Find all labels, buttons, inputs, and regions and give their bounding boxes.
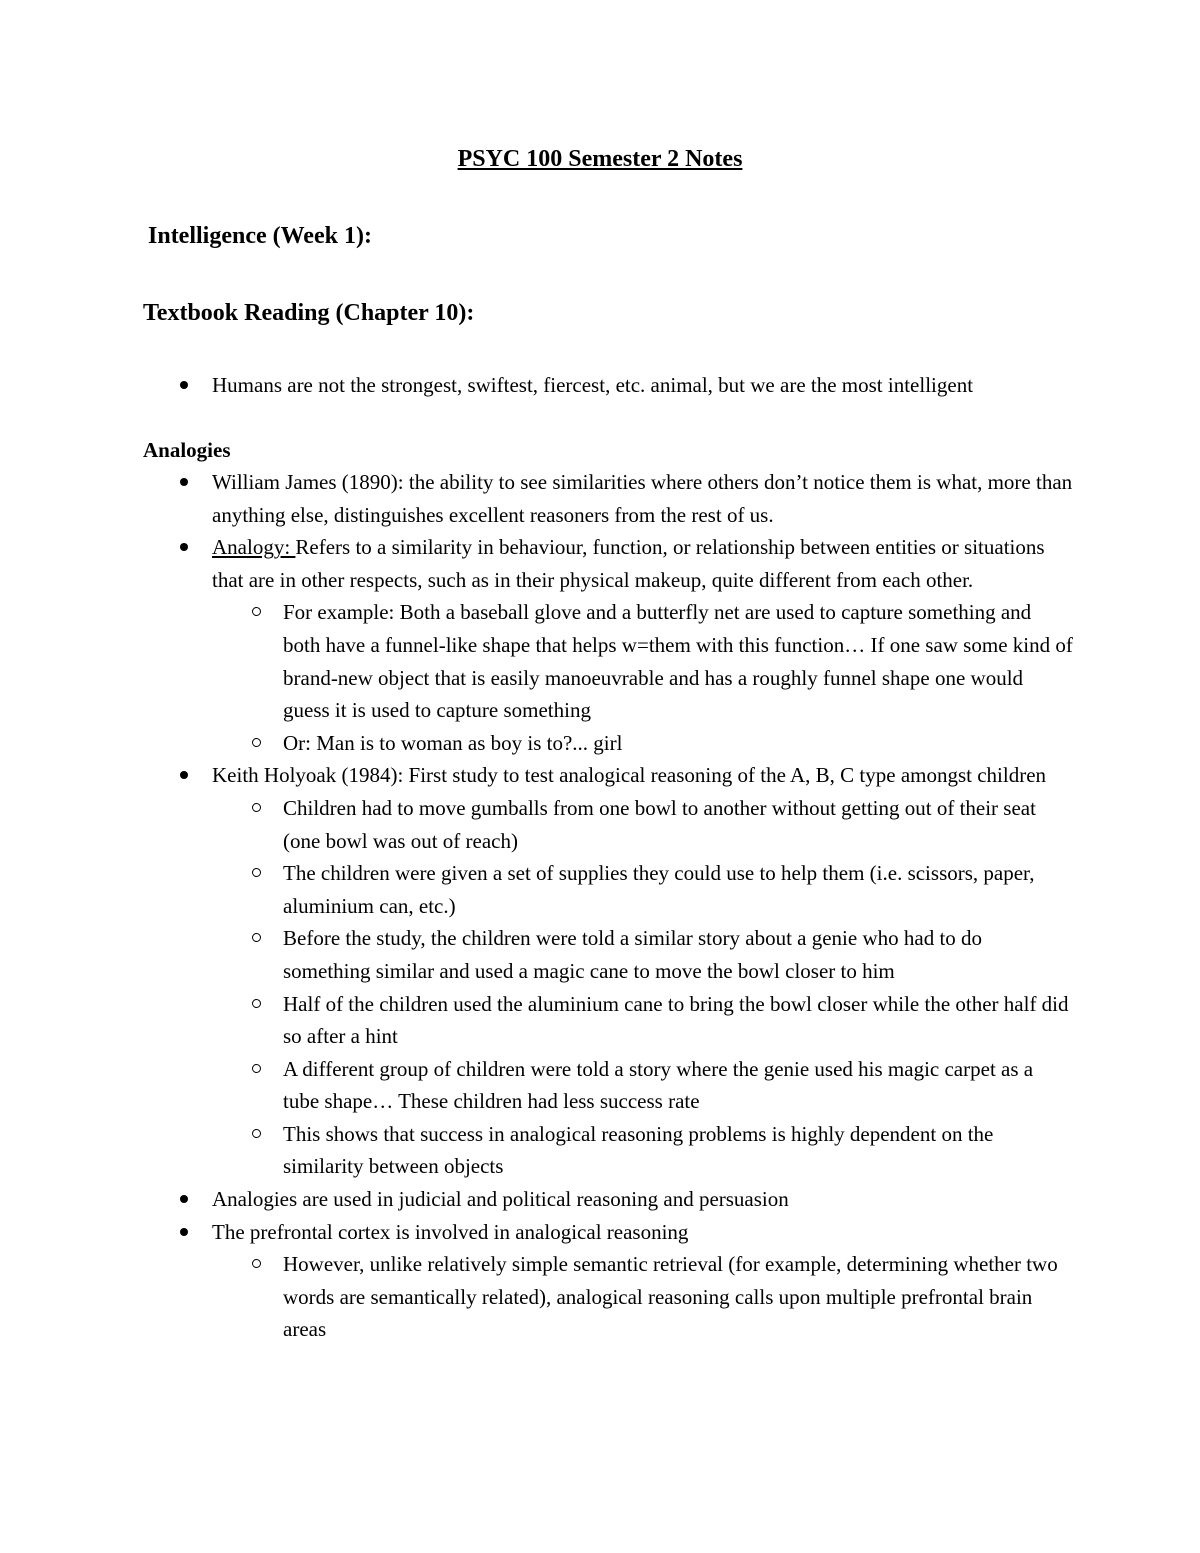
sub-list-item-text: This shows that success in analogical reasoning problems is highly dependent on the similarity between objects [283, 1121, 994, 1179]
list-item [143, 466, 1073, 531]
sub-list-item-text: For example: Both a baseball glove and a butterfly net are used to capture something and both have a funnel-like shape that helps w=them with this function… If one saw some kind of brand-new object that is easily manoeuvrable and has a roughly funnel shape one would guess it is used to capture something [283, 600, 1073, 723]
sub-list-item [212, 792, 1073, 857]
sub-list-item-text: Children had to move gumballs from one bowl to another without getting out of their seat (one bowl was out of reach) [283, 795, 1036, 853]
list-item-text: The prefrontal cortex is involved in analogical reasoning [212, 1219, 689, 1244]
sub-list-item [212, 1118, 1073, 1183]
sub-list-item [212, 1248, 1073, 1346]
circle-bullet-icon [252, 607, 261, 616]
list-item [143, 1216, 1073, 1346]
sub-list-item-text: A different group of children were told a story where the genie used his magic carpet as a tube shape… These children had less success rate [283, 1056, 1034, 1114]
sub-list-item [212, 988, 1073, 1053]
bullet-icon [180, 381, 188, 389]
bullet-icon [180, 543, 188, 551]
circle-bullet-icon [252, 1064, 261, 1073]
bullet-icon [180, 1195, 188, 1203]
list-item-text: Analogies are used in judicial and political reasoning and persuasion [212, 1187, 789, 1212]
circle-bullet-icon [252, 1129, 261, 1138]
circle-bullet-icon [252, 738, 261, 747]
list-item-text: Humans are not the strongest, swiftest, fiercest, etc. animal, but we are the most intelligent [212, 373, 974, 397]
bullet-icon [180, 771, 188, 779]
sub-list-item-text: Before the study, the children were told a similar story about a genie who had to do something similar and used a magic cane to move the bowl closer to him [283, 926, 983, 983]
circle-bullet-icon [252, 933, 261, 942]
sub-list-item [212, 922, 1073, 987]
list-item-text: Keith Holyoak (1984): First study to test analogical reasoning of the A, B, C type amongst children [212, 763, 1047, 788]
sub-list-item-text: Half of the children used the aluminium cane to bring the bowl closer while the other half did so after a hint [283, 991, 1069, 1049]
sub-list-item [212, 1053, 1073, 1118]
analogies-heading: Analogies [143, 438, 231, 462]
list-item [143, 369, 1073, 402]
sub-list-item-text: The children were given a set of supplies they could use to help them (i.e. scissors, paper, aluminium can, etc.) [283, 861, 1035, 918]
sub-list-item-text: However, unlike relatively simple semantic retrieval (for example, determining whether two words are semantically related), analogical reasoning calls upon multiple prefrontal brain areas [283, 1252, 1058, 1342]
list-item [143, 1183, 1073, 1216]
sub-list-item [212, 596, 1073, 726]
textbook-heading: Textbook Reading (Chapter 10): [143, 300, 475, 326]
circle-bullet-icon [252, 1259, 261, 1268]
list-item-text: William James (1890): the ability to see similarities where others don’t notice them is what, more than anything else, distinguishes excellent reasoners from the rest of us. [212, 470, 1073, 527]
sub-list-item-text: Or: Man is to woman as boy is to?... girl [283, 730, 623, 755]
term-label: Analogy: [212, 535, 296, 560]
intro-list [143, 369, 1073, 402]
analogies-list [143, 466, 1073, 1346]
circle-bullet-icon [252, 868, 261, 877]
week-heading: Intelligence (Week 1): [148, 223, 372, 249]
bullet-icon [180, 478, 188, 486]
list-item [143, 531, 1073, 759]
bullet-icon [180, 1228, 188, 1236]
list-item [143, 759, 1073, 1183]
sub-list-item [212, 727, 1073, 760]
circle-bullet-icon [252, 803, 261, 812]
circle-bullet-icon [252, 999, 261, 1008]
document-title: PSYC 100 Semester 2 Notes [457, 146, 743, 172]
sub-list-item [212, 857, 1073, 922]
list-item-text: Refers to a similarity in behaviour, function, or relationship between entities or situations that are in other respects, such as in their physical makeup, quite different from each other. [212, 535, 1045, 592]
